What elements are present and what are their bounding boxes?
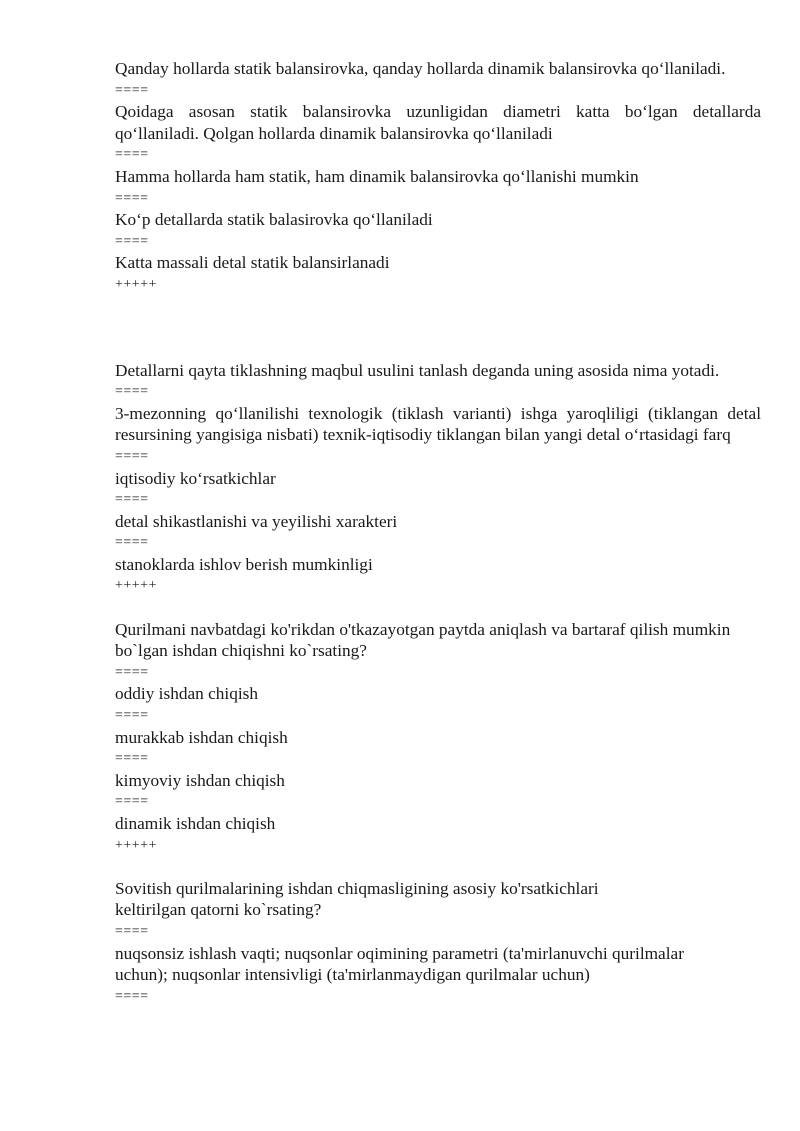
spacer — [115, 296, 761, 360]
answer-option: Hamma hollarda ham statik, ham dinamik balansirovka qo‘llanishi mumkin — [115, 166, 639, 186]
spacer — [115, 856, 761, 878]
answer-option: stanoklarda ishlov berish mumkinligi — [115, 554, 373, 574]
answer-option: dinamik ishdan chiqish — [115, 814, 276, 833]
answer-option: detal shikastlanishi va yeyilishi xarakteri — [115, 511, 398, 531]
question-text: Qanday hollarda statik balansirovka, qanday hollarda dinamik balansirovka qo‘llaniladi. — [115, 59, 726, 78]
separator: ==== — [115, 190, 149, 206]
separator: ==== — [115, 923, 149, 939]
answer-option: Qoidaga asosan statik balansirovka uzunligidan diametri katta bo‘lgan detallarda qo‘llaniladi. Qolgan hollarda dinamik balansirovka qo‘llaniladi — [115, 102, 761, 143]
separator: ==== — [115, 794, 149, 810]
question-text: Sovitish qurilmalarining ishdan chiqmasligining asosiy ko'rsatkichlari keltirilgan qatorni ko`rsating? — [115, 878, 599, 920]
separator: ==== — [115, 147, 149, 163]
answer-option: 3-mezonning qo‘llanilishi texnologik (tiklash varianti) ishga yaroqliligi (tiklangan detal resursining yangisiga nisbati) texnik-iqtisodiy tiklangan bilan yangi detal o‘rtasidagi farq — [115, 403, 761, 445]
question-block-2 — [115, 360, 761, 598]
separator: ==== — [115, 82, 149, 98]
answer-option: iqtisodiy ko‘rsatkichlar — [115, 468, 276, 488]
separator: ==== — [115, 535, 149, 551]
separator: ==== — [115, 708, 149, 724]
separator: ==== — [115, 233, 149, 249]
question-block-4 — [115, 878, 761, 1008]
separator: ==== — [115, 492, 149, 508]
separator: ==== — [115, 448, 149, 464]
end-marker: +++++ — [115, 837, 157, 853]
question-block-1 — [115, 58, 761, 296]
answer-option: kimyoviy ishdan chiqish — [115, 770, 285, 790]
answer-option: Katta massali detal statik balansirlanadi — [115, 253, 390, 273]
question-text: Qurilmani navbatdagi ko'rikdan o'tkazayotgan paytda aniqlash va bartaraf qilish mumkin bo`lgan ishdan chiqishni ko`rsating? — [115, 619, 731, 661]
answer-option: murakkab ishdan chiqish — [115, 727, 288, 747]
separator: ==== — [115, 384, 149, 400]
answer-option: nuqsonsiz ishlash vaqti; nuqsonlar oqimining parametri (ta'mirlanuvchi qurilmalar uchun); nuqsonlar intensivligi (ta'mirlanmaydigan qurilmalar uchun) — [115, 943, 684, 985]
separator: ==== — [115, 664, 149, 680]
question-text: Detallarni qayta tiklashning maqbul usulini tanlash deganda uning asosida nima yotadi. — [115, 360, 720, 380]
spacer — [115, 597, 761, 619]
answer-option: oddiy ishdan chiqish — [115, 684, 259, 704]
separator: ==== — [115, 988, 149, 1004]
separator: ==== — [115, 751, 149, 767]
end-marker: +++++ — [115, 578, 157, 594]
end-marker: +++++ — [115, 276, 157, 292]
document-page — [115, 58, 761, 1007]
question-block-3 — [115, 619, 761, 857]
answer-option: Ko‘p detallarda statik balasirovka qo‘llaniladi — [115, 210, 433, 230]
